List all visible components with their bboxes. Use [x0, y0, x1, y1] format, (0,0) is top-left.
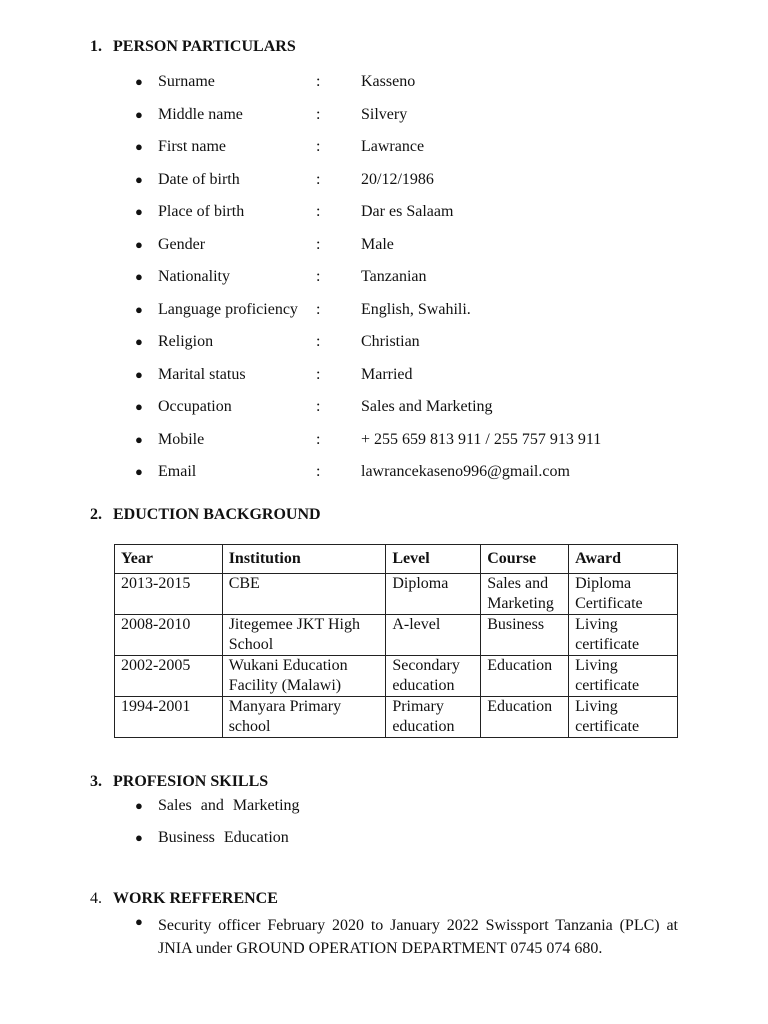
section-number: 1.: [90, 38, 102, 55]
detail-label: Gender: [158, 236, 206, 253]
table-header-row: [115, 545, 678, 574]
bullet-icon: ●: [135, 432, 143, 447]
cell-institution: Wukani Education Facility (Malawi): [222, 656, 386, 697]
cell-course: Sales and Marketing: [481, 574, 569, 615]
detail-label: Mobile: [158, 431, 205, 448]
detail-label: Surname: [158, 73, 215, 90]
detail-value: Sales and Marketing: [361, 398, 493, 415]
skill-text: Sales and Marketing: [158, 797, 300, 814]
detail-value: Silvery: [361, 106, 408, 123]
detail-label: Occupation: [158, 398, 232, 415]
cell-award: Living certificate: [569, 656, 678, 697]
detail-label: Language proficiency: [158, 301, 298, 318]
section-title: PERSON PARTICULARS: [113, 38, 296, 55]
cell-institution: CBE: [222, 574, 386, 615]
section-heading-work-reference: [90, 890, 278, 908]
detail-label: Marital status: [158, 366, 246, 383]
section-number: 4.: [90, 890, 102, 907]
bullet-icon: ●: [135, 914, 143, 929]
detail-value: Lawrance: [361, 138, 425, 155]
cell-institution: Manyara Primary school: [222, 697, 386, 738]
cell-course: Business: [481, 615, 569, 656]
education-table: [114, 544, 678, 738]
detail-separator: :: [316, 203, 321, 220]
section-title: PROFESION SKILLS: [113, 773, 269, 790]
table-row: [115, 574, 678, 615]
cell-course: Education: [481, 656, 569, 697]
cell-course: Education: [481, 697, 569, 738]
detail-value: Kasseno: [361, 73, 416, 90]
detail-separator: :: [316, 138, 321, 155]
detail-separator: :: [316, 73, 321, 90]
detail-separator: :: [316, 171, 321, 188]
detail-separator: :: [316, 268, 321, 285]
detail-separator: :: [316, 366, 321, 383]
detail-label: Nationality: [158, 268, 230, 285]
cell-award: Living certificate: [569, 615, 678, 656]
bullet-icon: ●: [135, 237, 143, 252]
detail-label: Place of birth: [158, 203, 245, 220]
bullet-icon: ●: [135, 334, 143, 349]
section-heading-profession-skills: [90, 773, 268, 791]
header-level: Level: [386, 545, 481, 574]
table-row: [115, 615, 678, 656]
detail-value: Christian: [361, 333, 420, 350]
detail-value: Dar es Salaam: [361, 203, 454, 220]
work-reference-text: Security officer February 2020 to January 2022 Swissport Tanzania (PLC) at JNIA under GROUND OPERATION DEPARTMENT 0745 074 680.: [158, 917, 678, 957]
detail-value: Married: [361, 366, 413, 383]
header-award: Award: [569, 545, 678, 574]
header-course: Course: [481, 545, 569, 574]
bullet-icon: ●: [135, 302, 143, 317]
detail-label: Religion: [158, 333, 214, 350]
bullet-icon: ●: [135, 830, 143, 845]
cell-level: A-level: [386, 615, 481, 656]
cell-year: 2008-2010: [115, 615, 223, 656]
table-row: [115, 656, 678, 697]
detail-value: English, Swahili.: [361, 301, 471, 318]
section-number: 2.: [90, 506, 102, 523]
detail-label: First name: [158, 138, 226, 155]
detail-separator: :: [316, 236, 321, 253]
detail-separator: :: [316, 463, 321, 480]
detail-value: 20/12/1986: [361, 171, 434, 188]
detail-value: Male: [361, 236, 394, 253]
cell-award: Living certificate: [569, 697, 678, 738]
section-heading-education: [90, 506, 321, 524]
cell-institution: Jitegemee JKT High School: [222, 615, 386, 656]
cell-award: Diploma Certificate: [569, 574, 678, 615]
detail-label: Email: [158, 463, 197, 480]
detail-value[interactable]: lawrancekaseno996@gmail.com: [361, 463, 570, 480]
header-year: Year: [115, 545, 223, 574]
bullet-icon: ●: [135, 139, 143, 154]
bullet-icon: ●: [135, 367, 143, 382]
detail-separator: :: [316, 106, 321, 123]
bullet-icon: ●: [135, 269, 143, 284]
cell-level: Diploma: [386, 574, 481, 615]
bullet-icon: ●: [135, 798, 143, 813]
cell-level: Primary education: [386, 697, 481, 738]
cell-year: 2013-2015: [115, 574, 223, 615]
bullet-icon: ●: [135, 172, 143, 187]
detail-separator: :: [316, 333, 321, 350]
detail-value: + 255 659 813 911 / 255 757 913 911: [361, 431, 602, 448]
bullet-icon: ●: [135, 464, 143, 479]
bullet-icon: ●: [135, 204, 143, 219]
detail-label: Date of birth: [158, 171, 240, 188]
table-row: [115, 697, 678, 738]
cell-year: 1994-2001: [115, 697, 223, 738]
detail-separator: :: [316, 398, 321, 415]
cell-year: 2002-2005: [115, 656, 223, 697]
section-title: WORK REFFERENCE: [113, 890, 278, 907]
section-heading-person-particulars: [90, 38, 296, 56]
cell-level: Secondary education: [386, 656, 481, 697]
detail-separator: :: [316, 431, 321, 448]
bullet-icon: ●: [135, 74, 143, 89]
header-institution: Institution: [222, 545, 386, 574]
skill-text: Business Education: [158, 829, 289, 846]
bullet-icon: ●: [135, 107, 143, 122]
detail-value: Tanzanian: [361, 268, 427, 285]
detail-separator: :: [316, 301, 321, 318]
section-number: 3.: [90, 773, 102, 790]
detail-label: Middle name: [158, 106, 243, 123]
section-title: EDUCTION BACKGROUND: [113, 506, 321, 523]
bullet-icon: ●: [135, 399, 143, 414]
